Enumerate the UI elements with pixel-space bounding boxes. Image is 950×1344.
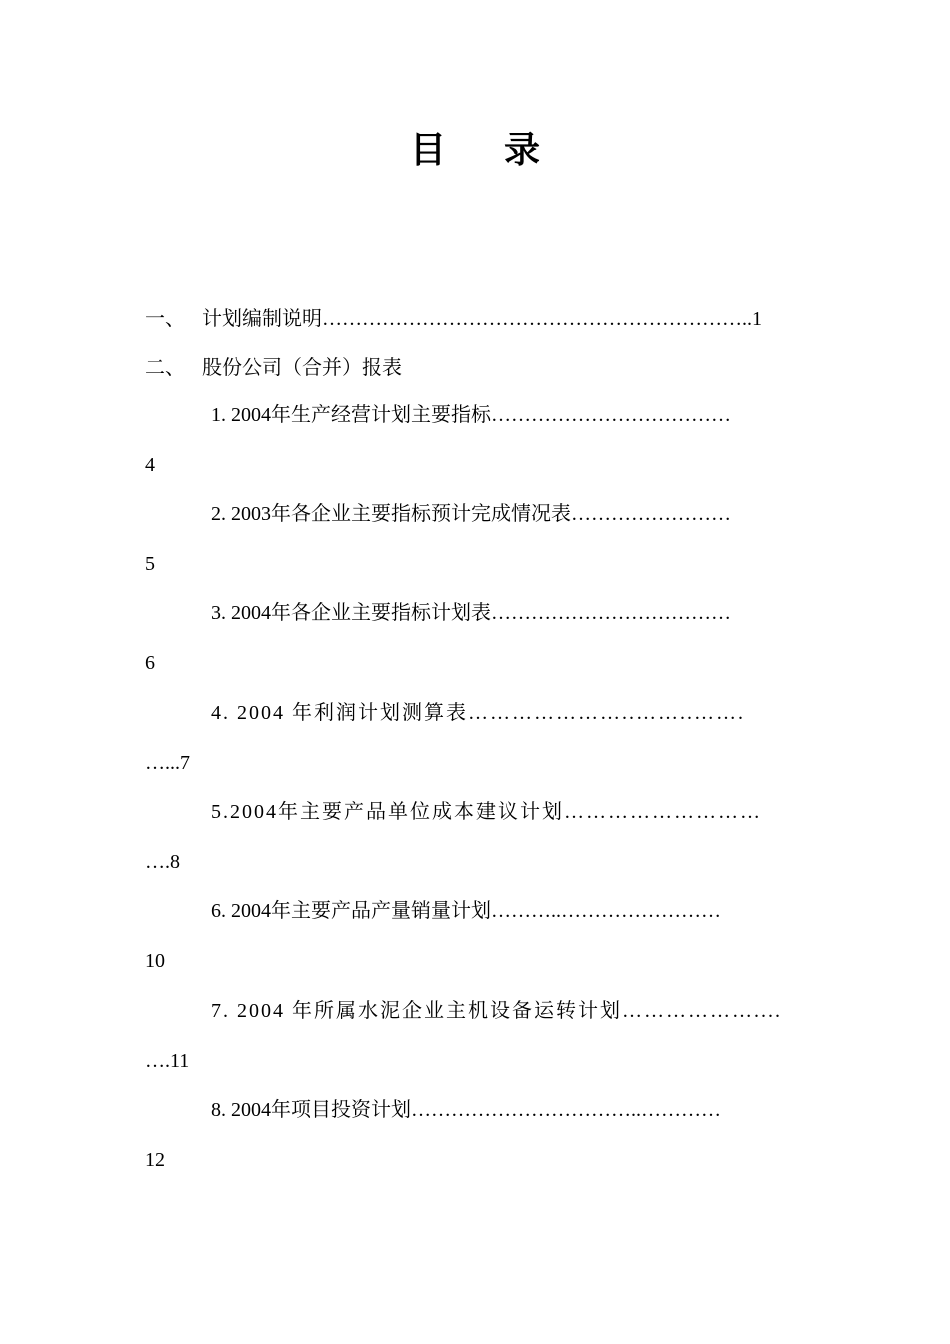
toc-item-3-page: 6 [145, 652, 155, 674]
toc-item-1-page: 4 [145, 454, 155, 476]
toc-item-2[interactable]: 2. 2003年各企业主要指标预计完成情况表…………………… [211, 503, 731, 525]
toc-item-2-page: 5 [145, 553, 155, 575]
toc-item-7[interactable]: 7. 2004 年所属水泥企业主机设备运转计划……………….... [211, 1000, 782, 1022]
toc-item-8-page: 12 [145, 1149, 165, 1171]
toc-item-6-page: 10 [145, 950, 165, 972]
toc-item-5-page: ….8 [145, 851, 180, 873]
toc-item-8[interactable]: 8. 2004年项目投资计划……………………………..………… [211, 1099, 721, 1121]
section-title: 计划编制说明………………………………………………………..1 [202, 308, 762, 330]
toc-item-4-page: …...7 [145, 752, 190, 774]
toc-item-1[interactable]: 1. 2004年生产经营计划主要指标……………………………… [211, 404, 731, 426]
title-char-1: 目 [409, 130, 446, 170]
page-title [0, 125, 950, 175]
title-char-2: 录 [504, 130, 541, 170]
toc-item-6[interactable]: 6. 2004年主要产品产量销量计划………..…………………… [211, 900, 721, 922]
toc-section-1[interactable] [145, 304, 805, 334]
toc-item-3[interactable]: 3. 2004年各企业主要指标计划表……………………………… [211, 602, 731, 624]
section-number: 二、 [145, 357, 185, 379]
section-title: 股份公司（合并）报表 [202, 357, 402, 379]
toc-section-2[interactable] [145, 353, 805, 383]
toc-item-4[interactable]: 4. 2004 年利润计划测算表…………………..……..……. [211, 702, 745, 724]
toc-item-5[interactable]: 5.2004年主要产品单位成本建议计划……………………… [211, 801, 762, 823]
section-number: 一、 [145, 308, 185, 330]
toc-item-7-page: ….11 [145, 1050, 190, 1072]
